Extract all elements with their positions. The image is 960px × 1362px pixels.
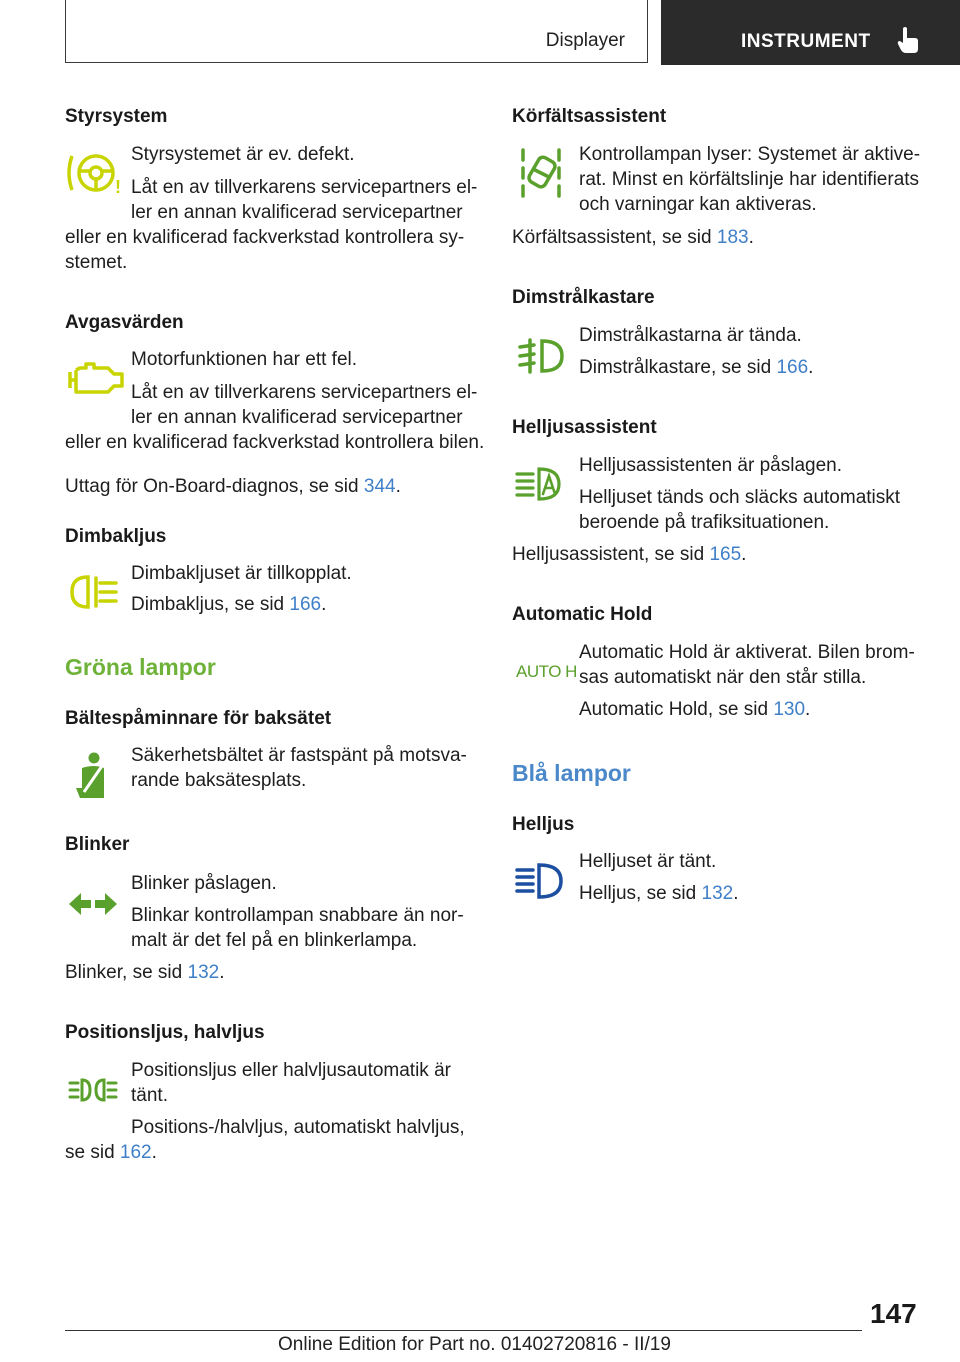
lowbeam-ref	[579, 355, 813, 381]
autohold-ref-text: Automatic Hold, se sid	[579, 699, 774, 720]
lane-text-3: och varningar kan aktiveras.	[579, 194, 817, 215]
section-title-lowbeam: Dimstrålkastare	[512, 287, 655, 308]
lowbeam-ref-end: .	[808, 357, 814, 378]
emissions-text-1: Motorfunktionen har ett fel.	[131, 349, 358, 370]
turn-text-1: Blinker påslagen.	[131, 873, 277, 894]
steering-text-2b: ler en annan kvalificerad servicepartner	[131, 202, 463, 223]
turn-text-2a: Blinkar kontrollampan snabbare än nor-	[131, 905, 464, 926]
header-section-title: Displayer	[545, 30, 625, 51]
rear-fog-icon	[68, 574, 120, 610]
emissions-text-2a: Låt en av tillverkarens servicepartners el-	[131, 382, 478, 403]
highbeam-ref-text: Helljus, se sid	[579, 883, 702, 904]
lane-assist-icon	[519, 146, 563, 198]
section-heading-green-lamps: Gröna lampor	[65, 654, 216, 680]
turn-ref-text: Blinker, se sid	[65, 962, 188, 983]
highbeam-assist-ref-end: .	[741, 544, 747, 565]
lowbeam-ref-page-link[interactable]: 166	[776, 357, 809, 378]
steering-warning-icon	[66, 150, 126, 196]
section-title-rearfog: Dimbakljus	[65, 526, 167, 547]
steering-text-2c: eller en kvalificerad fackverkstad kontrollera sy-	[65, 227, 465, 248]
emissions-ref-end: .	[395, 476, 401, 497]
lane-text-1: Kontrollampan lyser: Systemet är aktive-	[579, 144, 921, 165]
highbeam-assist-text-2b: beroende på trafiksituationen.	[579, 512, 830, 533]
section-title-belt: Bältespåminnare för baksätet	[65, 708, 332, 729]
emissions-text-2b: ler en annan kvalificerad servicepartner	[131, 407, 463, 428]
section-title-position: Positionsljus, halvljus	[65, 1022, 265, 1043]
position-text-1a: Positionsljus eller halvljusautomatik är	[131, 1060, 451, 1081]
section-heading-blue-lamps: Blå lampor	[512, 760, 631, 786]
header-section-box	[65, 0, 648, 63]
position-ref-page-link[interactable]: 162	[119, 1142, 152, 1163]
highbeam-assist-ref-text: Helljusassistent, se sid	[512, 544, 710, 565]
rearfog-text-1: Dimbakljuset är tillkopplat.	[131, 563, 352, 584]
highbeam-assist-text-1: Helljusassistenten är påslagen.	[579, 455, 842, 476]
autohold-text-1b: sas automatiskt när den står stilla.	[579, 667, 867, 688]
highbeam-ref-end: .	[733, 883, 739, 904]
autohold-ref	[579, 697, 810, 723]
turn-ref-end: .	[219, 962, 225, 983]
lane-text-2: rat. Minst en körfältslinje har identifierats	[579, 169, 920, 190]
steering-text-1: Styrsystemet är ev. defekt.	[131, 144, 355, 165]
high-beam-icon	[515, 862, 565, 900]
pointing-hand-icon	[897, 26, 919, 54]
section-title-highbeam-assist: Helljusassistent	[512, 417, 657, 438]
position-text-2a: Positions-/halvljus, automatiskt halvljus,	[131, 1117, 465, 1138]
rearfog-ref-page-link[interactable]: 166	[289, 594, 322, 615]
svg-text:!: !	[115, 177, 121, 196]
high-beam-assist-icon	[515, 466, 565, 502]
low-beam-icon	[516, 338, 566, 374]
lane-ref-page-link[interactable]: 183	[716, 227, 749, 248]
position-ref	[65, 1140, 157, 1166]
lane-ref-end: .	[748, 227, 754, 248]
rearfog-ref-text: Dimbakljus, se sid	[131, 594, 290, 615]
lane-ref	[512, 225, 754, 251]
page-number: 147	[870, 1298, 917, 1329]
highbeam-ref-page-link[interactable]: 132	[701, 883, 734, 904]
section-title-turn: Blinker	[65, 834, 130, 855]
seatbelt-icon	[74, 752, 112, 800]
turn-ref	[65, 960, 224, 986]
section-title-steering: Styrsystem	[65, 106, 168, 127]
belt-text-2: rande baksätesplats.	[131, 770, 307, 791]
turn-signal-icon	[67, 891, 119, 917]
footer-edition: Online Edition for Part no. 01402720816 - II/19	[278, 1334, 671, 1355]
highbeam-assist-text-2a: Helljuset tänds och släcks automatiskt	[579, 487, 901, 508]
emissions-ref-page-link[interactable]: 344	[363, 476, 396, 497]
header-chapter-tab	[661, 0, 960, 65]
turn-text-2b: malt är det fel på en blinkerlampa.	[131, 930, 418, 951]
position-ref-end: .	[151, 1142, 157, 1163]
rearfog-ref	[131, 592, 326, 618]
section-title-highbeam: Helljus	[512, 814, 575, 835]
lowbeam-text-1: Dimstrålkastarna är tända.	[579, 325, 802, 346]
lowbeam-ref-text: Dimstrålkastare, se sid	[579, 357, 777, 378]
header-chapter-title: INSTRUMENT	[741, 31, 871, 52]
lane-ref-text: Körfältsassistent, se sid	[512, 227, 717, 248]
emissions-ref-text: Uttag för On-Board-diagnos, se sid	[65, 476, 364, 497]
rearfog-ref-end: .	[321, 594, 327, 615]
autohold-text-1a: Automatic Hold är aktiverat. Bilen brom-	[579, 642, 915, 663]
section-title-lane: Körfältsassistent	[512, 106, 667, 127]
steering-text-2d: stemet.	[65, 252, 128, 273]
turn-ref-page-link[interactable]: 132	[187, 962, 220, 983]
position-light-icon	[68, 1077, 118, 1103]
position-text-1b: tänt.	[131, 1085, 168, 1106]
highbeam-ref	[579, 881, 738, 907]
highbeam-assist-ref	[512, 542, 746, 568]
position-ref-text: se sid	[65, 1142, 120, 1163]
emissions-text-2c: eller en kvalificerad fackverkstad kontrollera bilen.	[65, 432, 485, 453]
footer-divider	[65, 1330, 862, 1331]
auto-hold-icon: AUTO H	[516, 662, 577, 681]
autohold-ref-page-link[interactable]: 130	[773, 699, 806, 720]
emissions-ref	[65, 474, 401, 500]
belt-text-1: Säkerhetsbältet är fastspänt på motsva-	[131, 745, 467, 766]
section-title-emissions: Avgasvärden	[65, 312, 184, 333]
engine-icon	[66, 362, 128, 396]
section-title-autohold: Automatic Hold	[512, 604, 653, 625]
highbeam-text-1: Helljuset är tänt.	[579, 851, 717, 872]
steering-text-2a: Låt en av tillverkarens servicepartners el-	[131, 177, 478, 198]
highbeam-assist-ref-page-link[interactable]: 165	[709, 544, 742, 565]
autohold-ref-end: .	[805, 699, 811, 720]
